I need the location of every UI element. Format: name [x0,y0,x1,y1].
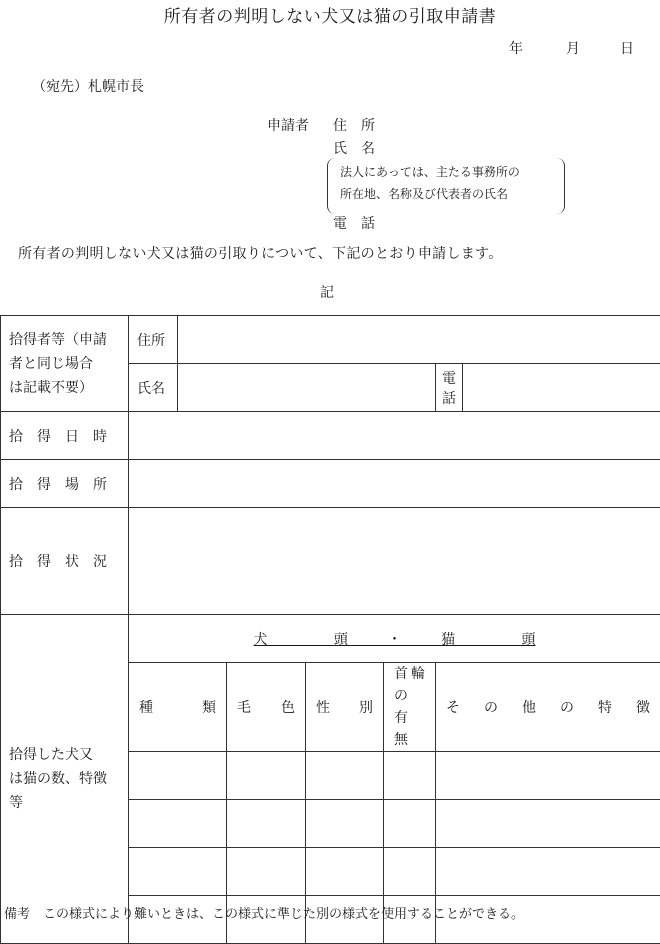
animal-sex-cell[interactable] [306,800,384,848]
date-day-label: 日 [620,38,634,58]
finder-label-line-1: 拾得者等（申請 [9,328,128,352]
found-situation-field[interactable] [129,508,660,615]
form-title: 所有者の判明しない犬又は猫の引取申請書 [0,2,660,27]
found-place-field[interactable] [129,460,660,508]
corporation-note [327,158,565,214]
finder-label-cell [1,316,129,412]
applicant-name-label: 氏 名 [333,138,375,158]
found-place-label: 拾 得 場 所 [1,460,129,508]
intro-statement: 所有者の判明しない犬又は猫の引取りについて、下記のとおり申請します。 [18,243,503,263]
finder-name-field[interactable] [178,364,436,412]
col-collar-line-1: 首輪の [394,663,425,707]
dog-cat-count-header: 犬 頭 ・ 猫 頭 [254,629,536,649]
col-sex-header: 性 別 [306,663,384,752]
col-color-header: 毛 色 [227,663,306,752]
col-other-header: その他の特徴 [436,663,660,752]
application-table [0,315,660,944]
animal-collar-cell[interactable] [384,752,436,800]
addressee: （宛先）札幌市長 [32,76,144,96]
animal-other-cell[interactable] [436,800,660,848]
animal-sex-cell[interactable] [306,848,384,896]
animal-type-cell[interactable] [129,848,227,896]
date-month-label: 月 [566,38,580,58]
animal-type-cell[interactable] [129,800,227,848]
applicant-label: 申請者 [267,115,309,135]
animals-label-line-1: 拾得した犬又 [9,743,128,767]
col-type-header: 種 類 [129,663,227,752]
date-year-label: 年 [509,38,523,58]
remarks-note: 備考 この様式により難いときは、この様式に準じた別の様式を使用することができる。 [4,903,524,922]
animal-other-cell[interactable] [436,752,660,800]
animal-other-cell[interactable] [436,848,660,896]
animal-collar-cell[interactable] [384,800,436,848]
animals-label-line-2: は猫の数、特徴 [9,767,128,791]
animals-label-line-3: 等 [9,791,128,815]
finder-name-label: 氏名 [129,364,178,412]
finder-address-label: 住所 [129,316,178,364]
ki-heading: 記 [320,282,334,302]
finder-phone-label: 電話 [436,364,463,412]
col-collar-header [384,663,436,752]
corporation-note-line-2: 所在地、名称及び代表者の氏名 [340,183,564,205]
found-date-label: 拾 得 日 時 [1,412,129,460]
applicant-phone-label: 電 話 [333,213,375,233]
animal-sex-cell[interactable] [306,752,384,800]
found-situation-label: 拾 得 状 況 [1,508,129,615]
animals-label-cell [1,615,129,944]
animal-color-cell[interactable] [227,848,306,896]
found-date-field[interactable] [129,412,660,460]
finder-label-line-3: は記載不要） [9,376,128,400]
animal-type-cell[interactable] [129,752,227,800]
animal-color-cell[interactable] [227,752,306,800]
col-collar-line-2: 有 無 [394,707,425,751]
animal-color-cell[interactable] [227,800,306,848]
finder-phone-field[interactable] [463,364,660,412]
animal-collar-cell[interactable] [384,848,436,896]
applicant-address-label: 住 所 [333,115,375,135]
finder-address-field[interactable] [178,316,660,364]
corporation-note-line-1: 法人にあっては、主たる事務所の [340,161,564,183]
finder-label-line-2: 者と同じ場合 [9,352,128,376]
dog-cat-count-cell[interactable] [129,615,660,663]
